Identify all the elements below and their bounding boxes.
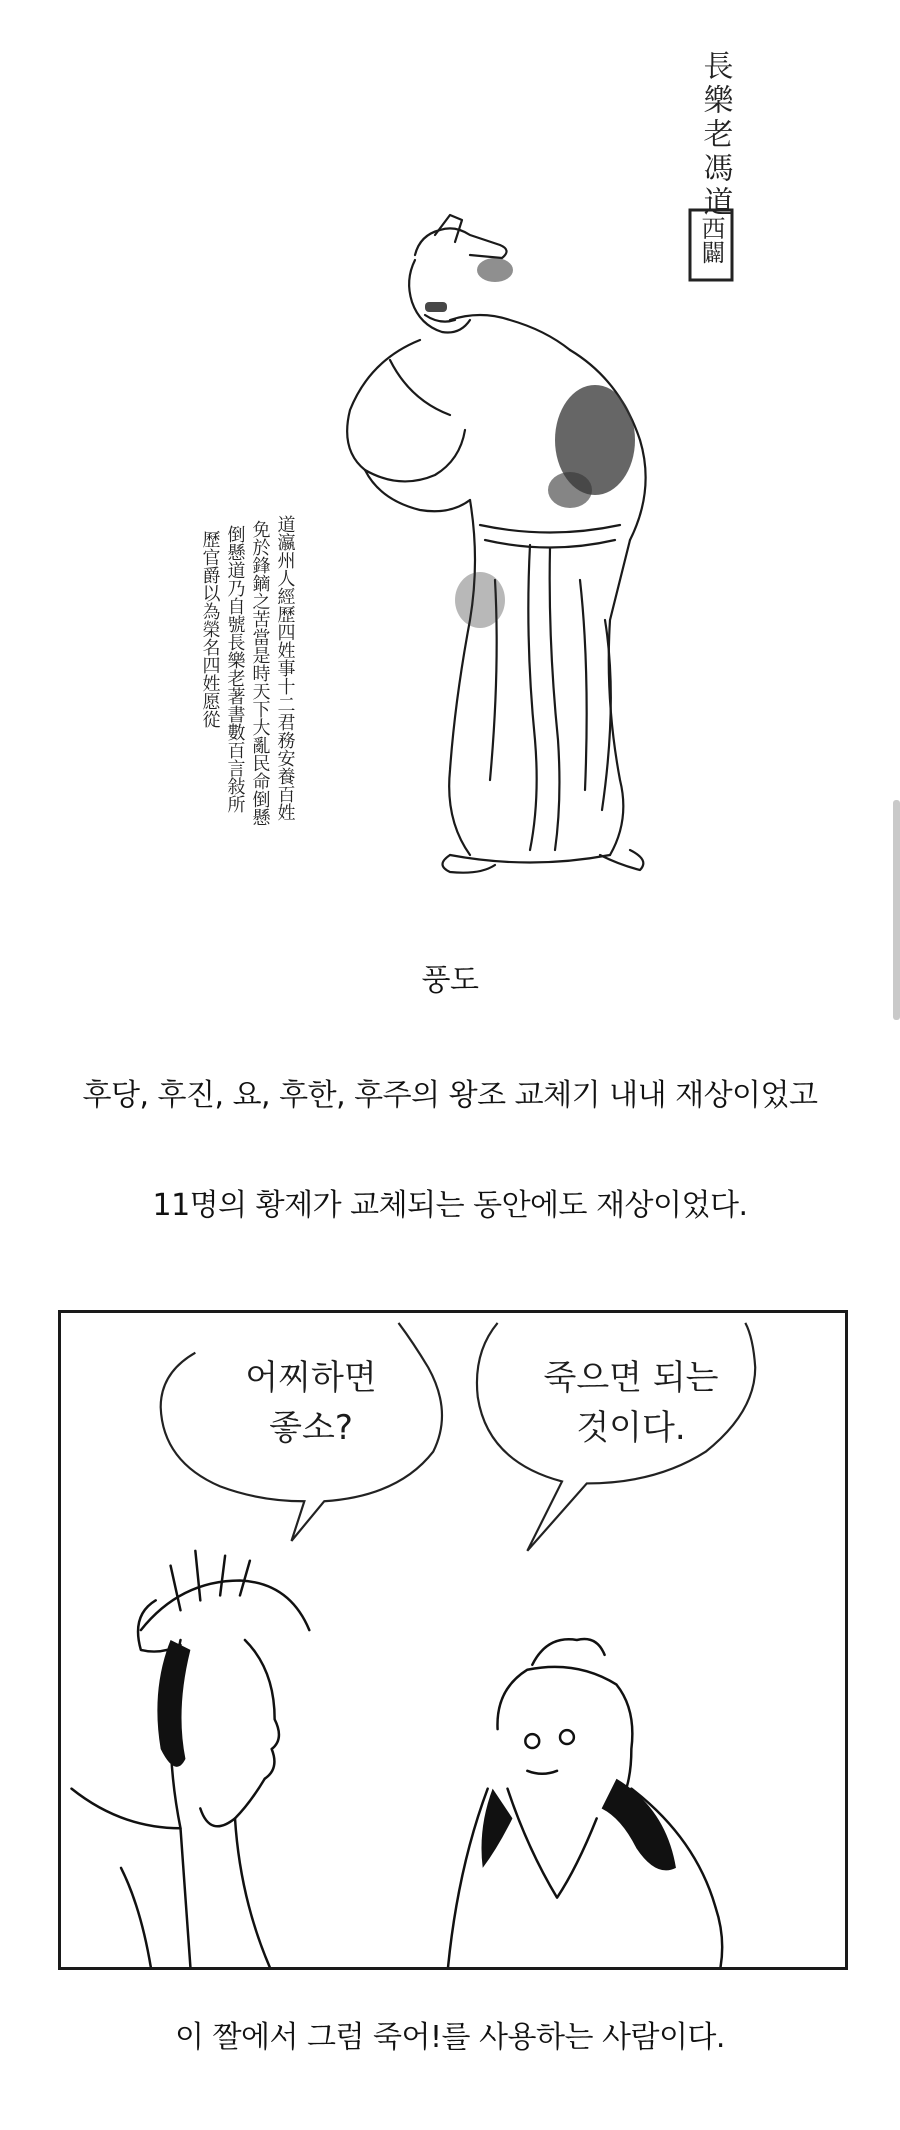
page-scrollbar[interactable] [893, 800, 900, 1020]
inscription-column-2: 免於鋒鏑之苦當是時天下大亂民命倒懸 [249, 520, 271, 826]
inscription-column-4: 歷官爵以為榮名四姓愿從 [199, 530, 221, 728]
figure-lines [347, 215, 645, 873]
speech-bubble-left-text [191, 1353, 431, 1453]
caption-line-2: 11명의 황제가 교체되는 동안에도 재상이었다. [152, 1188, 748, 1223]
portrait-vertical-title: 長樂老馮道 [697, 50, 733, 220]
inscription-column-1: 道瀛州人經歷四姓事十二君務安養百姓 [274, 515, 296, 821]
speech-left-line-1: 어찌하면 [245, 1358, 377, 1398]
official-character [72, 1551, 310, 1967]
speech-right-line-1: 죽으면 되는 [543, 1358, 719, 1398]
portrait-seal: 西闢 [697, 216, 725, 264]
speech-left-line-2: 좋소? [269, 1408, 353, 1448]
speech-bubble-right-text [516, 1353, 746, 1453]
portrait-illustration [150, 20, 750, 880]
caption-line-1: 후당, 후진, 요, 후한, 후주의 왕조 교체기 내내 재상이었고 [82, 1078, 818, 1113]
official-hair [157, 1640, 190, 1767]
speech-right-line-2: 것이다. [576, 1408, 686, 1448]
feng-dao-portrait-drawing [150, 20, 750, 880]
caption-name: 풍도 [421, 963, 479, 998]
inscription-column-3: 倒懸道乃自號長樂老著書數百言敍所 [224, 525, 246, 813]
robe-embroidery [425, 258, 635, 628]
comic-panel [58, 1310, 848, 1970]
caption-bottom: 이 짤에서 그럼 죽어!를 사용하는 사람이다. [175, 2020, 725, 2055]
